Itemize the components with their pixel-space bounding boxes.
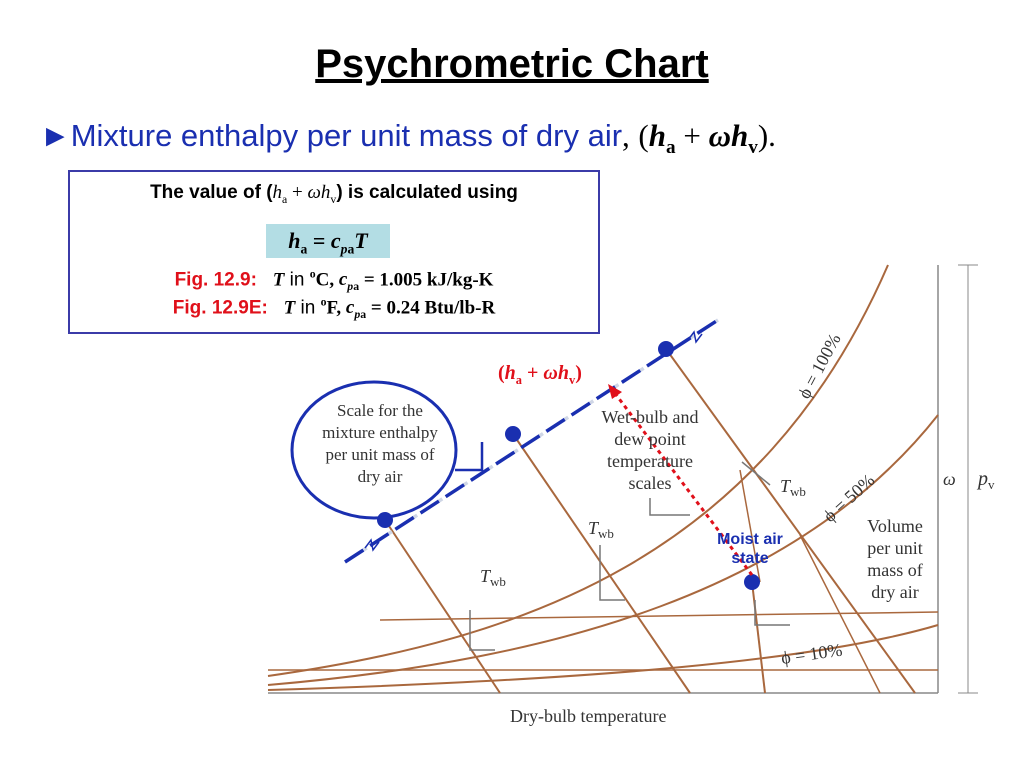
pv-label: $p_v$: [978, 468, 995, 492]
svg-text:temperature: temperature: [607, 451, 693, 471]
enthalpy-point-label: $(h_a + \omega h_v)$: [498, 362, 582, 387]
phi-10-label: ϕ = 10%: [779, 639, 844, 668]
bullet-comma: ,: [622, 118, 630, 153]
bullet-formula: $(h_a + \omega h_v)$.: [638, 118, 776, 159]
twb-label: $T_{wb}$: [588, 518, 614, 541]
bullet-marker: ►: [40, 118, 71, 153]
enthalpy-point: [658, 341, 674, 357]
info-intro: The value of $(h_a + \omega h_v)$ is calculated using: [150, 182, 518, 206]
volume-line: [752, 582, 765, 693]
enthalpy-scale-label: Scale for the mixture enthalpy per unit mass of dry air: [322, 401, 438, 486]
svg-text:dry air: dry air: [871, 582, 919, 602]
enthalpy-point: [377, 512, 393, 528]
moist-air-state-point: [744, 574, 760, 590]
svg-text:Wet-bulb and: Wet-bulb and: [601, 407, 699, 427]
omega-label: ω: [943, 469, 956, 489]
twb-label: $T_{wb}$: [780, 476, 806, 499]
omega-line: [380, 612, 938, 620]
bullet-text: Mixture enthalpy per unit mass of dry air: [70, 118, 623, 153]
volume-label: [867, 516, 923, 602]
phi-50-label: ϕ = 50%: [819, 469, 879, 526]
svg-text:mass of: mass of: [867, 560, 923, 580]
wetbulb-scales-label: [601, 407, 698, 493]
fig-si-line: Fig. 12.9: T in $^o$C, $c_{pa} = 1.005$ kJ/kg-K: [174, 268, 494, 294]
enthalpy-point: [505, 426, 521, 442]
svg-text:Volume: Volume: [867, 516, 923, 536]
twb-label: $T_{wb}$: [480, 566, 506, 589]
phi-100-label: ϕ = 100%: [793, 330, 845, 402]
fig-english-line: Fig. 12.9E: T in $^o$F, $c_{pa} = 0.24$ Btu/lb-R: [172, 296, 496, 322]
enthalpy-formula: $h_a = c_{pa}T$: [266, 224, 390, 258]
moist-air-state-label: Moist air state: [717, 531, 783, 567]
svg-text:dew point: dew point: [614, 429, 686, 449]
svg-text:scales: scales: [628, 473, 672, 493]
svg-text:per unit: per unit: [867, 538, 923, 558]
wetbulb-line: [385, 520, 500, 693]
x-axis-label: Dry-bulb temperature: [510, 706, 667, 726]
page-title: Psychrometric Chart: [315, 42, 709, 86]
